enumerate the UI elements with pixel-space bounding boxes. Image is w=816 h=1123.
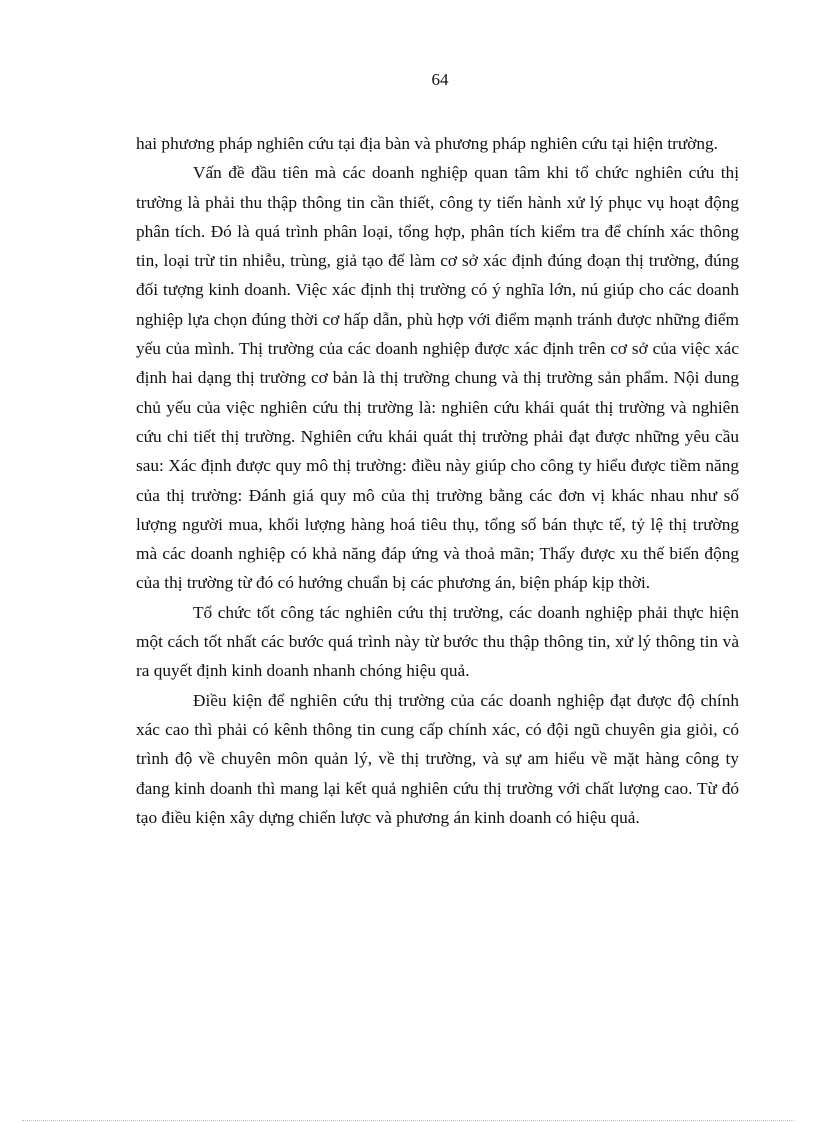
paragraph-organize-research: Tổ chức tốt công tác nghiên cứu thị trường, các doanh nghiệp phải thực hiện một cách tốt nhất các bước quá trình này từ bước thu thập thông tin, xử lý thông tin và ra quyết định kinh doanh nhanh chóng hiệu quả.	[136, 602, 739, 681]
page-number: 64	[431, 70, 449, 89]
body-text	[136, 129, 739, 832]
page-bottom-divider	[22, 1120, 794, 1121]
paragraph-research-conditions: Điều kiện để nghiên cứu thị trường của các doanh nghiệp đạt được độ chính xác cao thì phải có kênh thông tin cung cấp chính xác, có đội ngũ chuyên gia giỏi, có trình độ về chuyên môn quản lý, về thị trường, và sự am hiểu về mặt hàng công ty đang kinh doanh thì mang lại kết quả nghiên cứu thị trường với chất lượng cao. Từ đó tạo điều kiện xây dựng chiến lược và phương án kinh doanh có hiệu quả.	[136, 690, 739, 827]
paragraph-market-research-info: Vấn đề đầu tiên mà các doanh nghiệp quan tâm khi tổ chức nghiên cứu thị trường là phải thu thập thông tin cần thiết, công ty tiến hành xử lý phục vụ hoạt động phân tích. Đó là quá trình phân loại, tổng hợp, phân tích kiểm tra để chính xác thông tin, loại trừ tin nhiễu, trùng, giả tạo để làm cơ sở xác định đúng đoạn thị trường, đúng đối tượng kinh doanh. Việc xác định thị trường có ý nghĩa lớn, nú giúp cho các doanh nghiệp lựa chọn đúng thời cơ hấp dẫn, phù hợp với điểm mạnh tránh được những điểm yếu của mình. Thị trường của các doanh nghiệp được xác định trên cơ sở của việc xác định hai dạng thị trường cơ bản là thị trường chung và thị trường sản phẩm. Nội dung chủ yếu của việc nghiên cứu thị trường là: nghiên cứu khái quát thị trường và nghiên cứu chi tiết thị trường. Nghiên cứu khái quát thị trường phải đạt được những yêu cầu sau: Xác định được quy mô thị trường: điều này giúp cho công ty hiểu được tiềm năng của thị trường: Đánh giá quy mô của thị trường bằng các đơn vị khác nhau như số lượng người mua, khối lượng hàng hoá tiêu thụ, tổng số bán thực tế, tỷ lệ thị trường mà các doanh nghiệp có khả năng đáp ứng và thoả mãn; Thấy được xu thế biến động của thị trường từ đó có hướng chuẩn bị các phương án, biện pháp kịp thời.	[136, 163, 739, 593]
paragraph-continuation: hai phương pháp nghiên cứu tại địa bàn và phương pháp nghiên cứu tại hiện trường.	[136, 134, 718, 153]
